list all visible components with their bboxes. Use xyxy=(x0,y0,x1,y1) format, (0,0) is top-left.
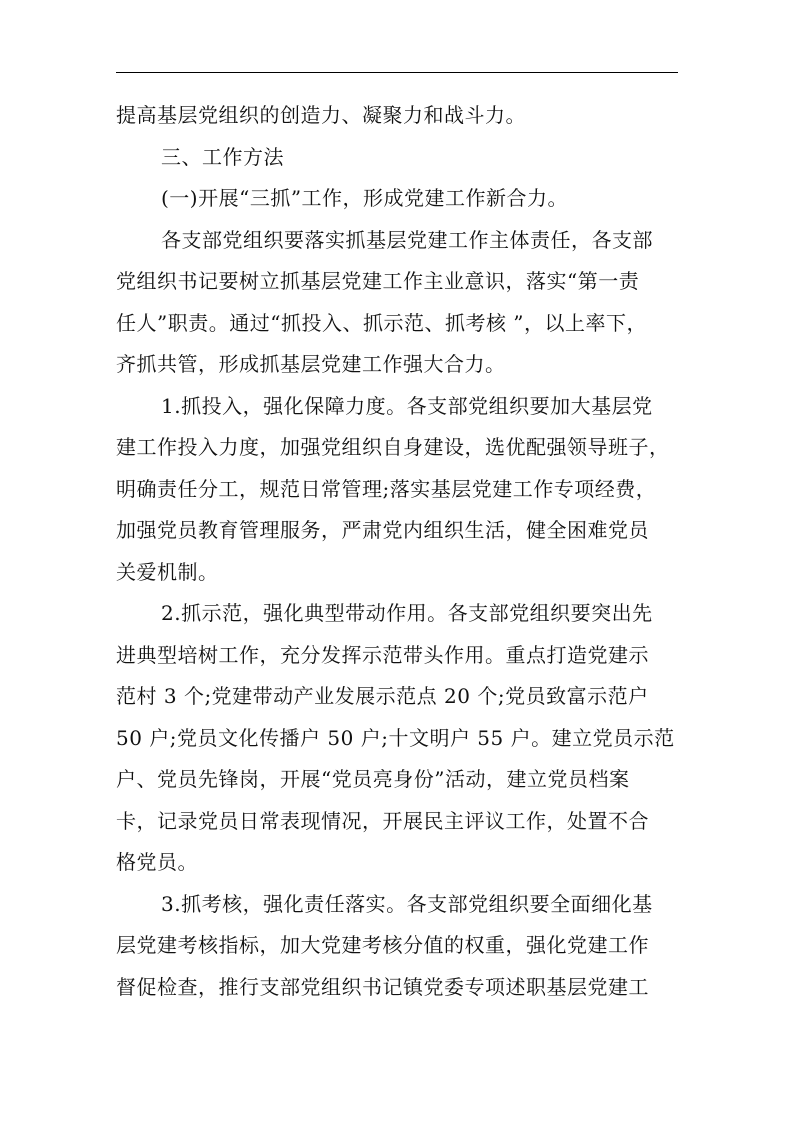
text-line-10: 明确责任分工，规范日常管理;落实基层党建工作专项经费， xyxy=(116,476,657,501)
text-line-19: 格党员。 xyxy=(116,850,198,874)
text-line-6: 任人”职责。通过“抓投入、抓示范、抓考核 ”，以上率下， xyxy=(116,310,648,335)
text-line-12: 关爱机制。 xyxy=(116,559,219,584)
text-line-14: 进典型培树工作，充分发挥示范带头作用。重点打造党建示 xyxy=(116,642,649,667)
text-line-22: 督促检查，推行支部党组织书记镇党委专项述职基层党建工 xyxy=(116,974,649,999)
text-line-16: 50 户;党员文化传播户 50 户;十文明户 55 户。建立党员示范 xyxy=(116,725,675,750)
document-body xyxy=(116,95,682,1008)
text-line-9: 建工作投入力度，加强党组织自身建设，选优配强领导班子， xyxy=(116,435,670,459)
text-line-4: 各支部党组织要落实抓基层党建工作主体责任，各支部 xyxy=(161,227,653,252)
text-line-21: 层党建考核指标，加大党建考核分值的权重，强化党建工作 xyxy=(116,933,649,957)
text-line-11: 加强党员教育管理服务，严肃党内组织生活，健全困难党员 xyxy=(116,518,649,542)
text-line-15: 范村 3 个;党建带动产业发展示范点 20 个;党员致富示范户 xyxy=(116,684,649,708)
subsection-heading-1: (一)开展“三抓”工作，形成党建工作新合力。 xyxy=(161,186,569,210)
text-line-18: 卡，记录党员日常表现情况，开展民主评议工作，处置不合 xyxy=(116,808,649,833)
text-line-5: 党组织书记要树立抓基层党建工作主业意识，落实“第一责 xyxy=(116,269,640,293)
section-heading-work-methods: 三、工作方法 xyxy=(161,144,284,169)
text-line-17: 户、党员先锋岗，开展“党员亮身份”活动，建立党员档案 xyxy=(116,767,630,791)
text-line-7: 齐抓共管，形成抓基层党建工作强大合力。 xyxy=(116,352,506,376)
text-line-1: 提高基层党组织的创造力、凝聚力和战斗力。 xyxy=(116,103,526,127)
item-heading-1: 1.抓投入，强化保障力度。各支部党组织要加大基层党 xyxy=(161,393,653,418)
item-heading-3: 3.抓考核，强化责任落实。各支部党组织要全面细化基 xyxy=(161,891,653,916)
header-rule xyxy=(116,72,678,73)
item-heading-2: 2.抓示范，强化典型带动作用。各支部党组织要突出先 xyxy=(161,601,653,625)
